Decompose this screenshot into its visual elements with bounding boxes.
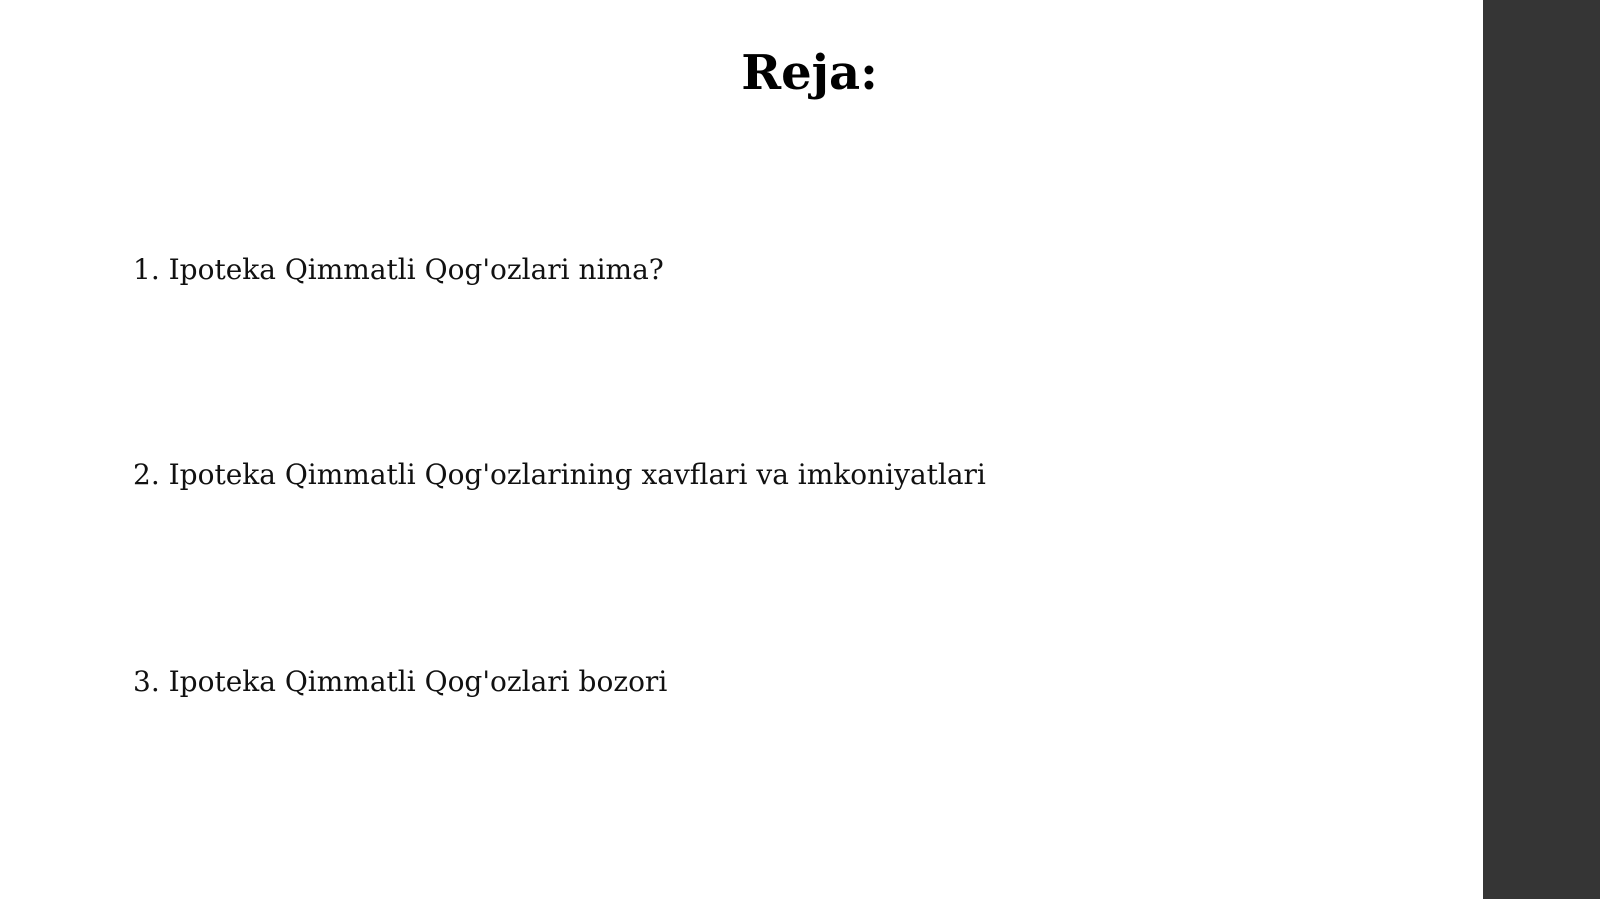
right-sidebar-panel — [1483, 0, 1600, 899]
plan-item-1: 1. Ipoteka Qimmatli Qog'ozlari nima? — [133, 253, 664, 286]
plan-item-2: 2. Ipoteka Qimmatli Qog'ozlarining xavflari va imkoniyatlari — [133, 458, 986, 491]
plan-item-3: 3. Ipoteka Qimmatli Qog'ozlari bozori — [133, 665, 668, 698]
slide-title: Reja: — [741, 45, 878, 101]
